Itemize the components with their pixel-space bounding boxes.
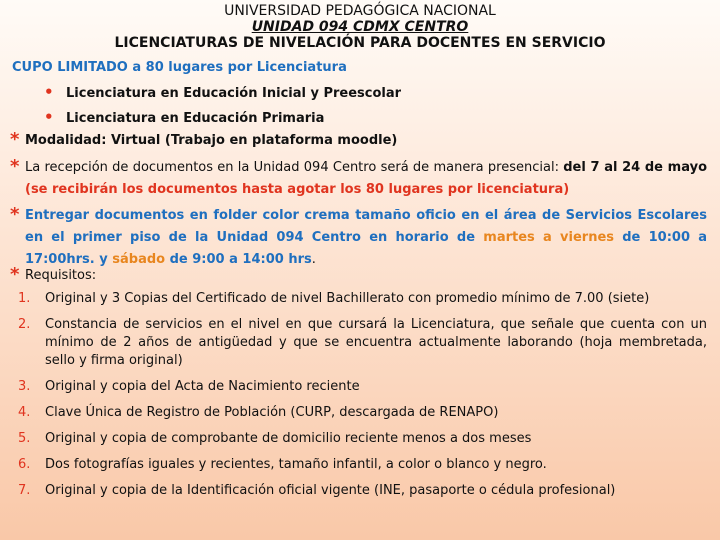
recepcion-dates: del 7 al 24 de mayo <box>563 160 707 175</box>
university-name: UNIVERSIDAD PEDAGÓGICA NACIONAL <box>224 3 496 19</box>
bullet-icon: • <box>44 108 54 126</box>
asterisk-bullet-icon: * <box>10 264 20 285</box>
entrega-paragraph: Entregar documentos en folder color crema tamaño oficio en el área de Servicios Escolares en el primer piso de la Unidad 094 Centro en horario de martes a viernes de 10:00 a 17:00hrs. y sábado de 9:00 a 14:00 hrs. <box>25 208 708 267</box>
requisitos-label: Requisitos: <box>25 268 97 283</box>
requisito-item: 1. Original y 3 Copias del Certificado de nivel Bachillerato con promedio mínimo de 7.00 (siete) <box>18 291 650 306</box>
requisitos-list <box>0 290 720 508</box>
asterisk-bullet-icon: * <box>10 129 20 150</box>
requisito-item: 2. Constancia de servicios en el nivel en que cursará la Licenciatura, que señale que cuenta con un mínimo de 2 años de antigüedad y que se encuentra actualmente laborando (hoja membretada, sello y firma original) <box>18 317 707 368</box>
cupo-limitado: CUPO LIMITADO a 80 lugares por Licenciatura <box>12 60 347 75</box>
recepcion-note: (se recibirán los documentos hasta agotar los 80 lugares por licenciatura) <box>25 182 570 197</box>
entrega-days-saturday: sábado <box>112 252 166 267</box>
requisito-item: 5. Original y copia de comprobante de domicilio reciente menos a dos meses <box>18 431 532 446</box>
asterisk-bullet-icon: * <box>10 204 20 225</box>
unit-name: UNIDAD 094 CDMX CENTRO <box>251 19 469 35</box>
licenciatura-item: • Licenciatura en Educación Inicial y Preescolar <box>44 83 402 101</box>
bullet-icon: • <box>44 83 54 101</box>
recepcion-paragraph: La recepción de documentos en la Unidad 094 Centro será de manera presencial: del 7 al 24 de mayo (se recibirán los documentos hasta agotar los 80 lugares por licenciatura) <box>25 160 707 197</box>
modalidad: Modalidad: Virtual (Trabajo en plataforma moodle) <box>25 133 398 148</box>
licenciatura-item: • Licenciatura en Educación Primaria <box>44 108 325 126</box>
program-title: LICENCIATURAS DE NIVELACIÓN PARA DOCENTES EN SERVICIO <box>114 35 606 51</box>
requisito-item: 6. Dos fotografías iguales y recientes, tamaño infantil, a color o blanco y negro. <box>18 457 547 472</box>
requisito-item: 3. Original y copia del Acta de Nacimiento reciente <box>18 379 360 394</box>
requisito-item: 7. Original y copia de la Identificación oficial vigente (INE, pasaporte o cédula profesional) <box>18 483 616 498</box>
requisito-item: 4. Clave Única de Registro de Población (CURP, descargada de RENAPO) <box>18 405 499 420</box>
entrega-days-weekdays: martes a viernes <box>483 230 615 245</box>
header <box>0 3 720 51</box>
asterisk-bullet-icon: * <box>10 156 20 177</box>
